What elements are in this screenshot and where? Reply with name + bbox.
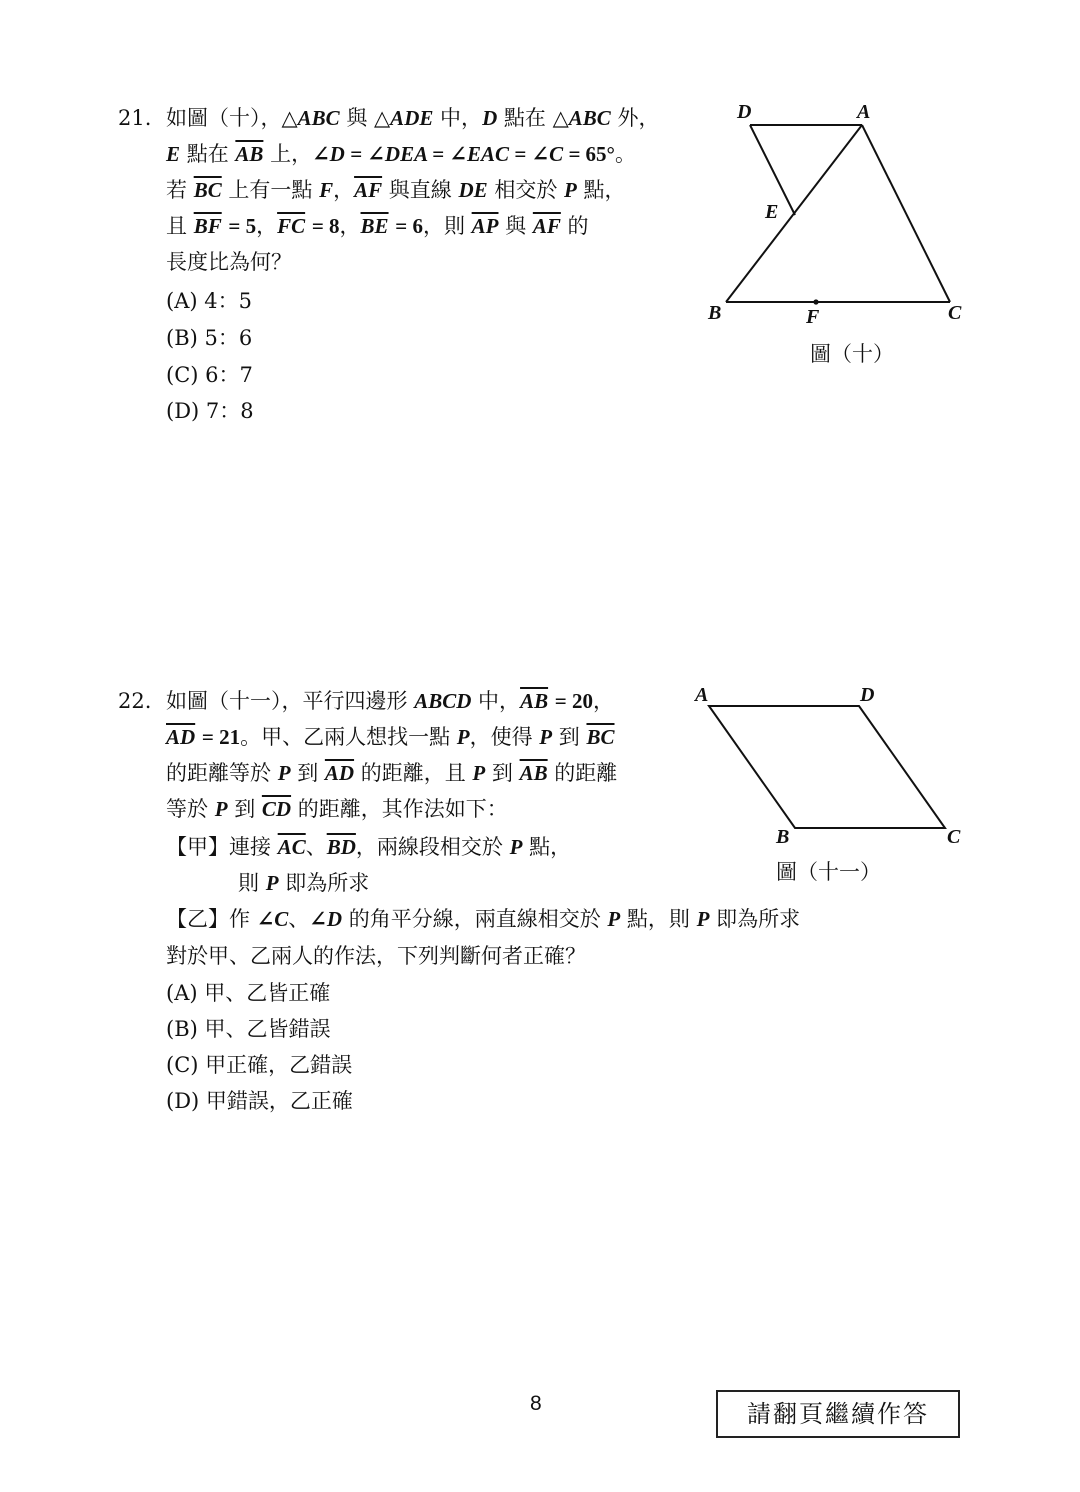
q21-option-a: (A) 4：5 bbox=[166, 289, 252, 313]
q22-method-jia-line-2: 則 P 即為所求 bbox=[238, 871, 370, 895]
label-c: C bbox=[947, 826, 961, 848]
label-a: A bbox=[695, 684, 709, 706]
q21-stem-line-1: 如圖（十），△ABC 與 △ADE 中，D 點在 △ABC 外， bbox=[166, 106, 660, 130]
q21-stem-line-3: 若 $\overline{BC}$ 上有一點 F，$\overline{AF}$ 與直線 DE 相交於 P 點， bbox=[166, 178, 626, 202]
q22-stem-line-4: 等於 P 到 $\overline{CD}$ 的距離，其作法如下： bbox=[166, 797, 508, 821]
segment-ac bbox=[862, 125, 950, 302]
point-f-dot bbox=[813, 299, 818, 304]
q22-stem-line-1: 如圖（十一），平行四邊形 ABCD 中，$\overline{AB} = 20$， bbox=[166, 689, 614, 713]
q21-stem-line-5: 長度比為何？ bbox=[166, 250, 292, 274]
q22-stem-line-2: $\overline{AD} = 21$。甲、乙兩人想找一點 P，使得 P 到 $\overline{BC}$ bbox=[166, 725, 615, 749]
label-c: C bbox=[948, 302, 962, 324]
q21-option-b: (B) 5：6 bbox=[166, 326, 253, 350]
question-number: 22. bbox=[118, 689, 152, 713]
q21-option-d: (D) 7：8 bbox=[166, 399, 254, 423]
q22-method-jia-line-1: 【甲】連接 $\overline{AC}$、$\overline{BD}$，兩線段相交於 P 點， bbox=[166, 835, 572, 859]
q21-stem-line-2: E 點在 $\overline{AB}$ 上，∠D = ∠DEA = ∠EAC = ∠C = 65°。 bbox=[166, 142, 636, 166]
label-d: D bbox=[737, 101, 752, 123]
q21-stem-line-4: 且 $\overline{BF} = 5$，$\overline{FC} = 8$，$\overline{BE} = 6$，則 $\overline{AP}$ 與 $\overline{AF}$ 的 bbox=[166, 214, 589, 238]
q22-option-b: (B) 甲、乙皆錯誤 bbox=[166, 1017, 331, 1041]
q22-question: 對於甲、乙兩人的作法，下列判斷何者正確？ bbox=[166, 944, 586, 968]
label-e: E bbox=[765, 201, 779, 223]
turn-page-notice: 請翻頁繼續作答 bbox=[716, 1390, 960, 1438]
q21-option-c: (C) 6：7 bbox=[166, 363, 253, 387]
label-b: B bbox=[708, 302, 722, 324]
parallelogram-abcd bbox=[709, 706, 945, 828]
q22-method-yi: 【乙】作 ∠C、∠D 的角平分線，兩直線相交於 P 點，則 P 即為所求 bbox=[166, 907, 801, 931]
segment-ab bbox=[726, 125, 862, 302]
label-a: A bbox=[857, 101, 871, 123]
page-number: 8 bbox=[530, 1392, 542, 1415]
q22-option-a: (A) 甲、乙皆正確 bbox=[166, 981, 331, 1005]
figure-10-caption: 圖（十） bbox=[810, 342, 894, 366]
q22-stem-line-3: 的距離等於 P 到 $\overline{AD}$ 的距離，且 P 到 $\overline{AB}$ 的距離 bbox=[166, 761, 618, 785]
label-f: F bbox=[806, 306, 820, 328]
label-d: D bbox=[860, 684, 875, 706]
figure-11 bbox=[709, 706, 945, 828]
question-number: 21. bbox=[118, 106, 152, 130]
q22-option-c: (C) 甲正確，乙錯誤 bbox=[166, 1053, 353, 1077]
label-b: B bbox=[776, 826, 790, 848]
figure-11-caption: 圖（十一） bbox=[776, 860, 881, 884]
q22-option-d: (D) 甲錯誤，乙正確 bbox=[166, 1089, 353, 1113]
